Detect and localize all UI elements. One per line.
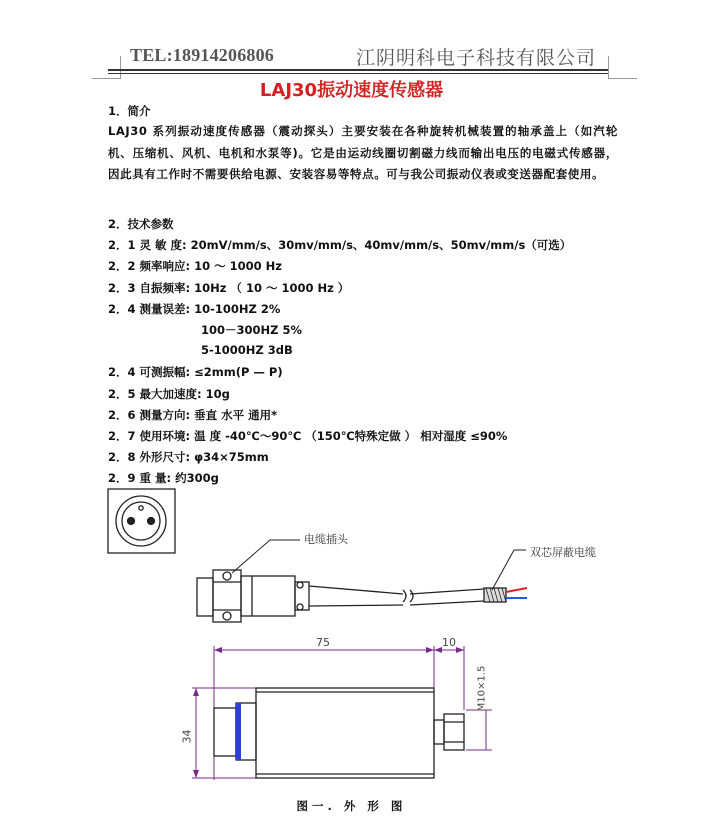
figure-caption: 图一. 外 形 图 [296, 799, 407, 813]
section-heading-intro: 1．简介 [108, 104, 151, 118]
dimension-diameter-34: 34 [180, 729, 194, 744]
spec-dimensions: 2．8 外形尺寸: φ34×75mm [108, 450, 269, 464]
spec-amplitude: 2．4 可测振幅: ≤2mm(P — P) [108, 365, 283, 379]
spec-measurement-error: 2．4 测量误差: 10-100HZ 2% [108, 302, 281, 316]
document-title: LAJ30振动速度传感器 [259, 80, 444, 101]
dimension-end-10: 10 [442, 636, 456, 649]
spec-frequency-response: 2．2 频率响应: 10 ～ 1000 Hz [108, 259, 282, 273]
spec-measurement-error-line2: 100－300HZ 5% [201, 323, 303, 337]
intro-paragraph: LAJ30 系列振动速度传感器（震动探头）主要安装在各种旋转机械装置的轴承盖上（如汽轮机、压缩机、风机、电机和水泵等)。它是由运动线圈切割磁力线而输出电压的电磁式传感器，因此具有工作时不需要供给电源、安装容易等特点。可与我公司振动仪表或变送器配套使用。 [108, 124, 618, 181]
section-heading-specs: 2．技术参数 [108, 217, 174, 231]
spec-max-acceleration: 2．5 最大加速度: 10g [108, 387, 230, 401]
dimension-thread-m10: M10×1.5 [476, 665, 488, 712]
label-cable-connector: 电缆插头 [304, 533, 348, 546]
label-shielded-cable: 双芯屏蔽电缆 [530, 546, 596, 559]
spec-sensitivity: 2．1 灵 敏 度: 20mV/mm/s、30mv/mm/s、40mv/mm/s、50mv/mm/s（可选） [108, 238, 572, 252]
spec-natural-frequency: 2．3 自振频率: 10Hz （ 10 ～ 1000 Hz ） [108, 281, 350, 295]
spec-measurement-error-line3: 5-1000HZ 3dB [201, 343, 293, 357]
header-company-name: 江阴明科电子科技有限公司 [356, 47, 597, 69]
spec-weight: 2．9 重 量: 约300g [108, 471, 219, 485]
spec-direction: 2．6 测量方向: 垂直 水平 通用* [108, 408, 278, 422]
blue-band [236, 703, 241, 760]
spec-environment: 2．7 使用环境: 温 度 -40℃～90℃ （150℃特殊定做 ） 相对湿度 ≤90% [108, 429, 508, 443]
sensor-body [214, 688, 464, 778]
header-phone: TEL:18914206806 [130, 45, 275, 65]
dimension-length-75: 75 [316, 636, 330, 649]
